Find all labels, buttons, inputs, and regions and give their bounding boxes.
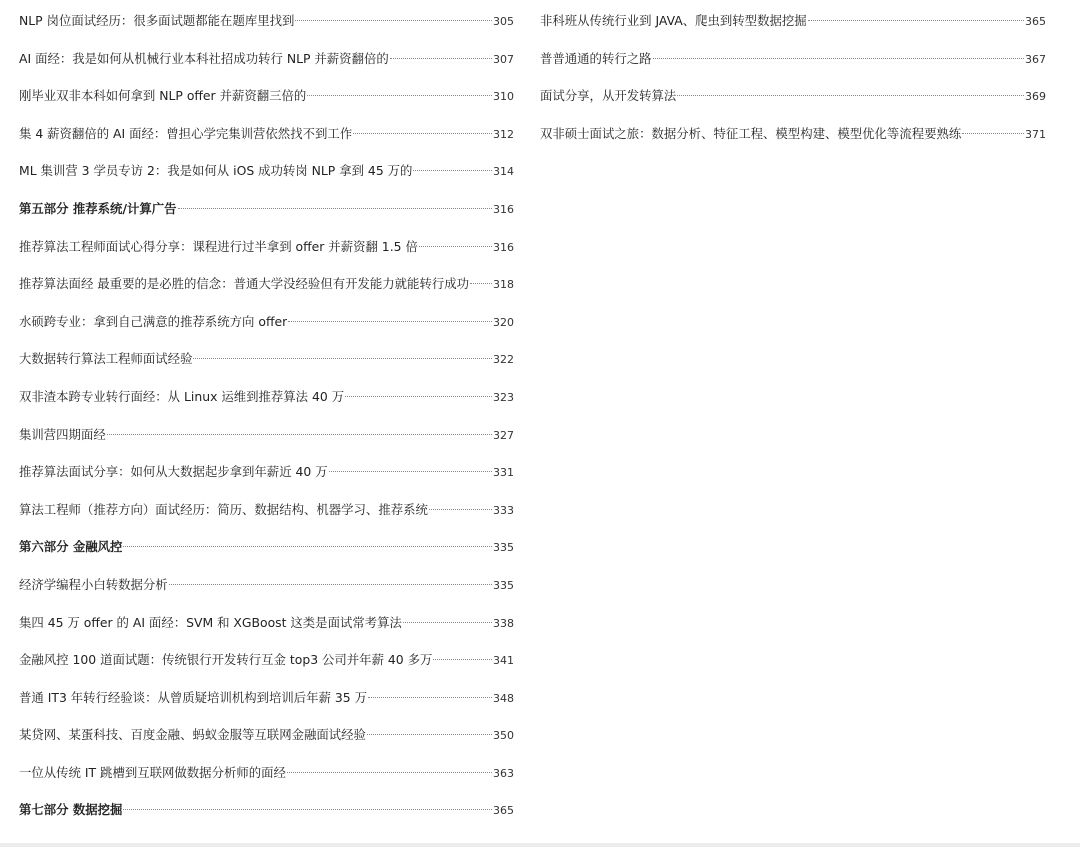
- toc-page-number: 371: [1025, 127, 1046, 141]
- toc-entry-title: 经济学编程小白转数据分析: [19, 576, 168, 592]
- toc-entry[interactable]: [19, 49, 514, 87]
- toc-entry-title: 水硕跨专业：拿到自己满意的推荐系统方向 offer: [19, 313, 288, 329]
- toc-page-number: 369: [1025, 90, 1046, 104]
- toc-right-column: [540, 11, 1046, 161]
- toc-entry[interactable]: [540, 49, 1046, 87]
- toc-entry-title: AI 面经：我是如何从机械行业本科社招成功转行 NLP 并薪资翻倍的: [19, 50, 389, 66]
- toc-entry-title: 推荐算法面经 最重要的是必胜的信念：普通大学没经验但有开发能力就能转行成功: [19, 276, 470, 292]
- toc-page-number: 338: [493, 616, 514, 630]
- toc-page-number: 365: [1025, 15, 1046, 28]
- toc-entry[interactable]: [19, 688, 514, 726]
- toc-entry-title: 面试分享，从开发转算法: [540, 88, 677, 104]
- toc-page-number: 307: [493, 52, 514, 66]
- toc-entry-title: 刚毕业双非本科如何拿到 NLP offer 并薪资翻三倍的: [19, 88, 307, 104]
- toc-entry[interactable]: [19, 11, 514, 49]
- toc-entry-title: 集 4 薪资翻倍的 AI 面经：曾担心学完集训营依然找不到工作: [19, 125, 353, 141]
- toc-entry-title: 非科班从传统行业到 JAVA、爬虫到转型数据挖掘: [540, 13, 807, 28]
- toc-page-number: 312: [493, 127, 514, 141]
- toc-entry-title: 推荐算法面试分享：如何从大数据起步拿到年薪近 40 万: [19, 464, 328, 480]
- toc-dot-leader: [287, 772, 492, 773]
- toc-page-number: 333: [493, 503, 514, 517]
- toc-page-number: 327: [493, 428, 514, 442]
- toc-entry[interactable]: [19, 86, 514, 124]
- toc-entry-title: 双非渣本跨专业转行面经：从 Linux 运维到推荐算法 40 万: [19, 388, 345, 404]
- toc-entry-title: 集四 45 万 offer 的 AI 面经：SVM 和 XGBoost 这类是面试常考算法: [19, 614, 402, 630]
- toc-dot-leader: [429, 509, 492, 510]
- toc-entry[interactable]: [19, 349, 514, 387]
- toc-entry[interactable]: [19, 312, 514, 350]
- toc-dot-leader: [288, 321, 492, 322]
- toc-entry-title: 算法工程师（推荐方向）面试经历：简历、数据结构、机器学习、推荐系统: [19, 501, 428, 517]
- toc-entry-title: 金融风控 100 道面试题：传统银行开发转行互金 top3 公司并年薪 40 多万: [19, 652, 433, 668]
- toc-dot-leader: [295, 20, 492, 21]
- toc-section-heading[interactable]: [19, 800, 514, 838]
- toc-page-number: 341: [493, 654, 514, 668]
- toc-entry-title: NLP 岗位面试经历：很多面试题都能在题库里找到: [19, 13, 295, 28]
- toc-entry-title: 推荐算法工程师面试心得分享：课程进行过半拿到 offer 并薪资翻 1.5 倍: [19, 238, 418, 254]
- toc-dot-leader: [808, 20, 1024, 21]
- toc-page-number: 310: [493, 90, 514, 104]
- toc-entry-title: ML 集训营 3 学员专访 2：我是如何从 iOS 成功转岗 NLP 拿到 45 万的: [19, 163, 413, 179]
- toc-entry[interactable]: [19, 274, 514, 312]
- toc-dot-leader: [433, 659, 492, 660]
- toc-page-number: 367: [1025, 52, 1046, 66]
- toc-entry[interactable]: [19, 613, 514, 651]
- toc-entry[interactable]: [19, 763, 514, 801]
- toc-dot-leader: [413, 170, 492, 171]
- toc-dot-leader: [403, 622, 492, 623]
- toc-entry-title: 某贷网、某蛋科技、百度金融、蚂蚁金服等互联网金融面试经验: [19, 727, 366, 743]
- toc-page-number: 323: [493, 390, 514, 404]
- toc-dot-leader: [653, 58, 1024, 59]
- toc-entry[interactable]: [540, 11, 1046, 49]
- toc-dot-leader: [962, 133, 1024, 134]
- toc-page-number: 365: [493, 804, 514, 818]
- toc-dot-leader: [353, 133, 492, 134]
- toc-entry-title: 普普通通的转行之路: [540, 50, 652, 66]
- toc-dot-leader: [368, 697, 492, 698]
- toc-dot-leader: [390, 58, 492, 59]
- toc-dot-leader: [178, 208, 492, 209]
- toc-entry-title: 双非硕士面试之旅：数据分析、特征工程、模型构建、模型优化等流程要熟练: [540, 125, 962, 141]
- toc-page-number: 316: [493, 240, 514, 254]
- toc-entry-title: 大数据转行算法工程师面试经验: [19, 351, 193, 367]
- toc-section-heading[interactable]: [19, 537, 514, 575]
- toc-entry[interactable]: [19, 500, 514, 538]
- toc-page-number: 305: [493, 15, 514, 28]
- toc-entry[interactable]: [19, 237, 514, 275]
- page-bottom-edge: [0, 843, 1080, 847]
- toc-entry-title: 一位从传统 IT 跳槽到互联网做数据分析师的面经: [19, 764, 286, 780]
- toc-entry-title: 集训营四期面经: [19, 426, 106, 442]
- toc-dot-leader: [419, 246, 492, 247]
- toc-dot-leader: [123, 809, 492, 810]
- toc-page-number: 331: [493, 466, 514, 480]
- toc-entry[interactable]: [19, 725, 514, 763]
- toc-entry[interactable]: [19, 387, 514, 425]
- toc-entry[interactable]: [19, 124, 514, 162]
- toc-dot-leader: [169, 584, 492, 585]
- toc-page-number: 318: [493, 278, 514, 292]
- toc-dot-leader: [329, 471, 492, 472]
- toc-page-number: 350: [493, 729, 514, 743]
- toc-entry[interactable]: [19, 575, 514, 613]
- toc-dot-leader: [307, 95, 492, 96]
- toc-dot-leader: [123, 546, 492, 547]
- toc-entry[interactable]: [19, 161, 514, 199]
- toc-page-number: 335: [493, 578, 514, 592]
- toc-entry[interactable]: [19, 425, 514, 463]
- toc-dot-leader: [470, 283, 492, 284]
- toc-entry-title: 第六部分 金融风控: [19, 539, 123, 555]
- toc-entry-title: 第五部分 推荐系统/计算广告: [19, 200, 177, 216]
- toc-page-number: 335: [493, 541, 514, 555]
- toc-page-number: 348: [493, 691, 514, 705]
- toc-dot-leader: [345, 396, 492, 397]
- toc-entry[interactable]: [540, 124, 1046, 162]
- toc-entry-title: 第七部分 数据挖掘: [19, 802, 123, 818]
- toc-page-number: 316: [493, 202, 514, 216]
- toc-page-number: 322: [493, 353, 514, 367]
- toc-page-number: 314: [493, 165, 514, 179]
- toc-left-column: [19, 11, 514, 838]
- toc-dot-leader: [367, 734, 492, 735]
- toc-dot-leader: [107, 434, 492, 435]
- toc-section-heading[interactable]: [19, 199, 514, 237]
- toc-entry[interactable]: [19, 650, 514, 688]
- toc-entry-title: 普通 IT3 年转行经验谈：从曾质疑培训机构到培训后年薪 35 万: [19, 689, 368, 705]
- toc-entry[interactable]: [19, 462, 514, 500]
- toc-page-number: 320: [493, 315, 514, 329]
- toc-dot-leader: [193, 358, 492, 359]
- toc-dot-leader: [677, 95, 1024, 96]
- toc-entry[interactable]: [540, 86, 1046, 124]
- toc-page-number: 363: [493, 766, 514, 780]
